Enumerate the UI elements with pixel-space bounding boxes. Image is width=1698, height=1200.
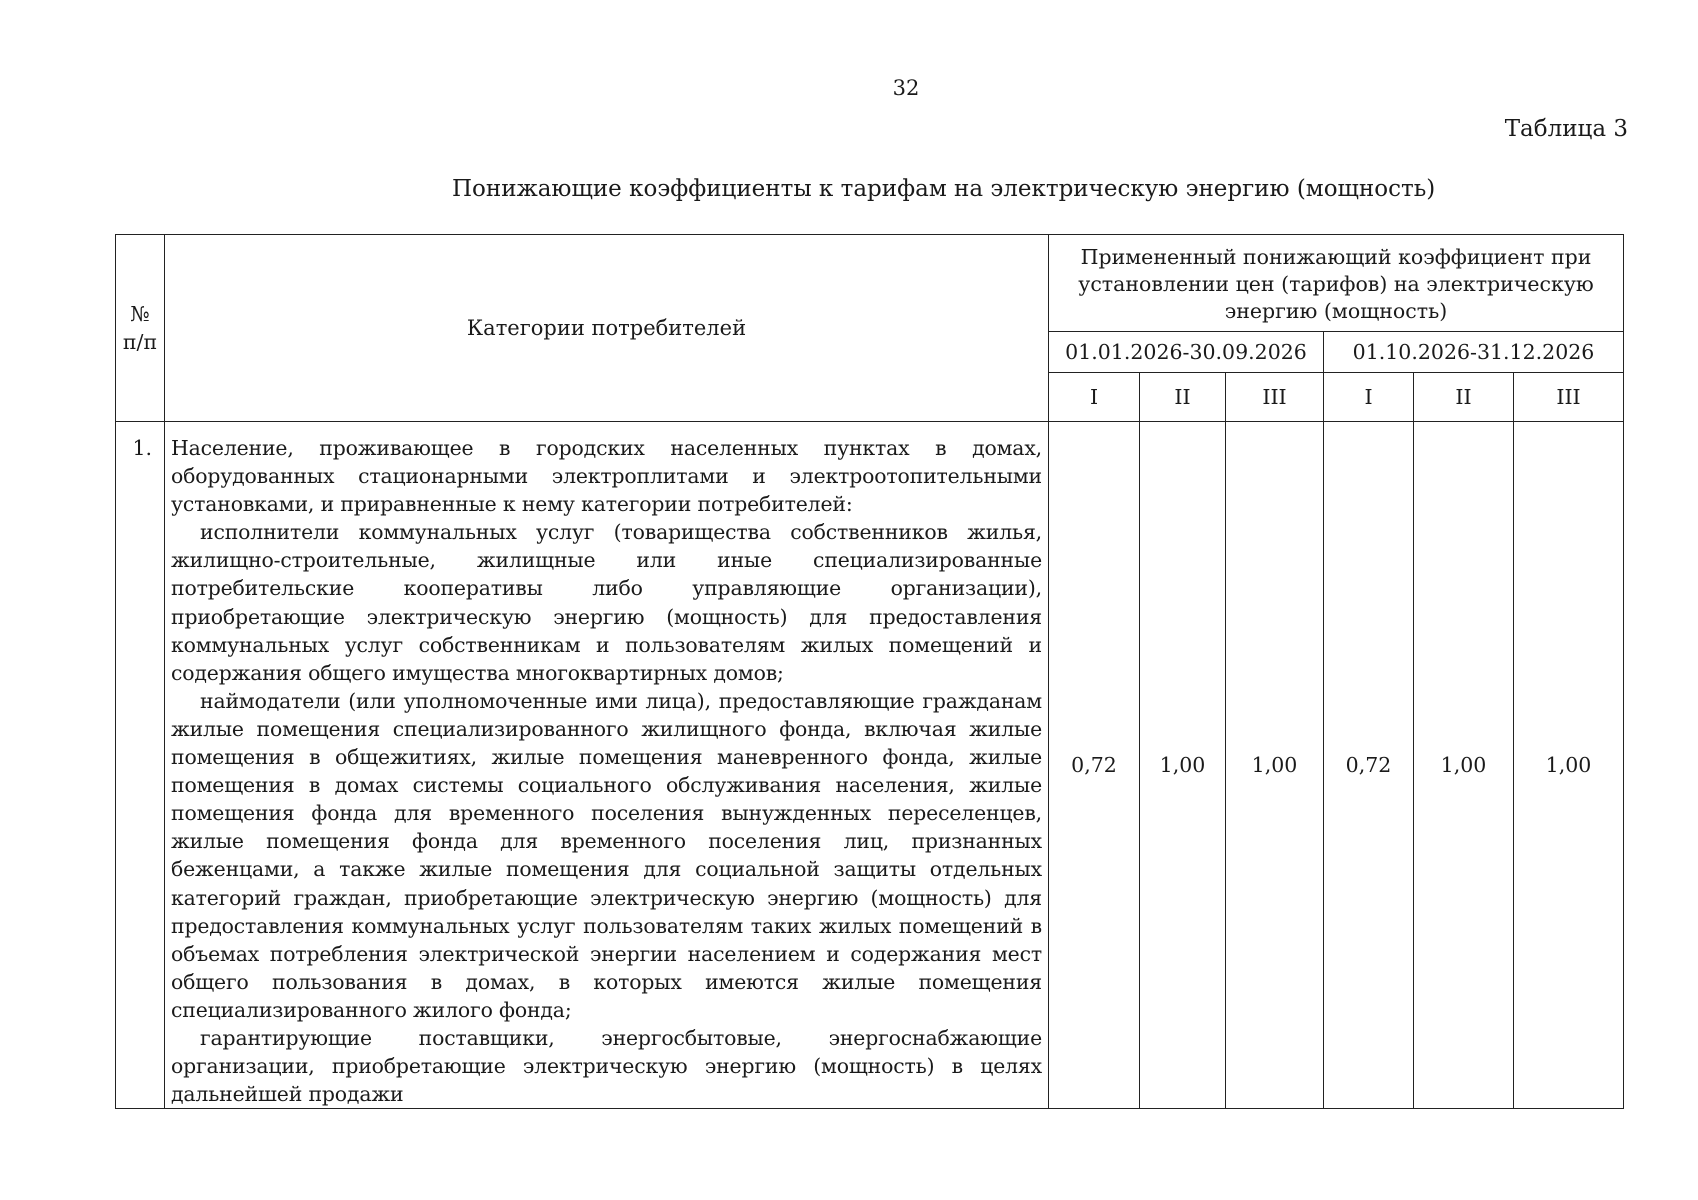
- header-number-symbol: №: [130, 302, 150, 326]
- header-period-1: 01.01.2026-30.09.2026: [1049, 332, 1324, 373]
- header-roman-3: III: [1226, 373, 1324, 422]
- row-number: 1.: [116, 422, 165, 1109]
- category-paragraph: Население, проживающее в городских населенных пунктах в домах, оборудованных стационарными электроплитами и электроотопительными установками, и приравненные к нему категории потребителей:: [171, 436, 1042, 517]
- header-period-2: 01.10.2026-31.12.2026: [1324, 332, 1624, 373]
- category-paragraph: наймодатели (или уполномоченные ими лица), предоставляющие гражданам жилые помещения специализированного жилищного фонда, включая жилые помещения в общежитиях, жилые помещения маневренного фонда, жилые помещения в домах системы социального обслуживания населения, жилые помещения фонда для временного поселения вынужденных переселенцев, жилые помещения фонда для временного поселения лиц, признанных беженцами, а также жилые помещения для социальной защиты отдельных категорий граждан, приобретающие электрическую энергию (мощность) для предоставления коммунальных услуг пользователям таких жилых помещений в объемах потребления электрической энергии населением и содержания мест общего пользования в домах, в которых имеются жилые помещения специализированного жилого фонда;: [171, 688, 1042, 1022]
- header-roman-1: I: [1049, 373, 1140, 422]
- header-number-pp: п/п: [122, 330, 158, 354]
- header-applied-coefficient: Примененный понижающий коэффициент при установлении цен (тарифов) на электрическую энергию (мощность): [1049, 235, 1624, 332]
- header-roman-6: III: [1514, 373, 1624, 422]
- coefficients-table: [115, 234, 1624, 1109]
- document-title: Понижающие коэффициенты к тарифам на электрическую энергию (мощность): [452, 176, 1436, 202]
- coefficient-value: 1,00: [1414, 422, 1514, 1109]
- coefficient-value: 1,00: [1514, 422, 1624, 1109]
- coefficient-value: 1,00: [1140, 422, 1226, 1109]
- category-paragraph: исполнители коммунальных услуг (товарищества собственников жилья, жилищно-строительные, жилищные или иные специализированные потребительские кооперативы либо управляющие организации), приобретающие электрическую энергию (мощность) для предоставления коммунальных услуг собственникам и пользователям жилых помещений и содержания общего имущества многоквартирных домов;: [171, 520, 1042, 685]
- table-row: [116, 422, 1624, 1109]
- coefficient-value: 1,00: [1226, 422, 1324, 1109]
- header-number: [116, 235, 165, 422]
- coefficient-value: 0,72: [1049, 422, 1140, 1109]
- row-category-text: [165, 422, 1049, 1109]
- header-roman-2: II: [1140, 373, 1226, 422]
- header-roman-4: I: [1324, 373, 1414, 422]
- page-number: 32: [892, 76, 920, 100]
- category-paragraph: гарантирующие поставщики, энергосбытовые, энергоснабжающие организации, приобретающие электрическую энергию (мощность) в целях дальнейшей продажи: [171, 1025, 1042, 1107]
- table-label: Таблица 3: [1504, 116, 1628, 142]
- header-category: Категории потребителей: [165, 235, 1049, 422]
- header-roman-5: II: [1414, 373, 1514, 422]
- coefficient-value: 0,72: [1324, 422, 1414, 1109]
